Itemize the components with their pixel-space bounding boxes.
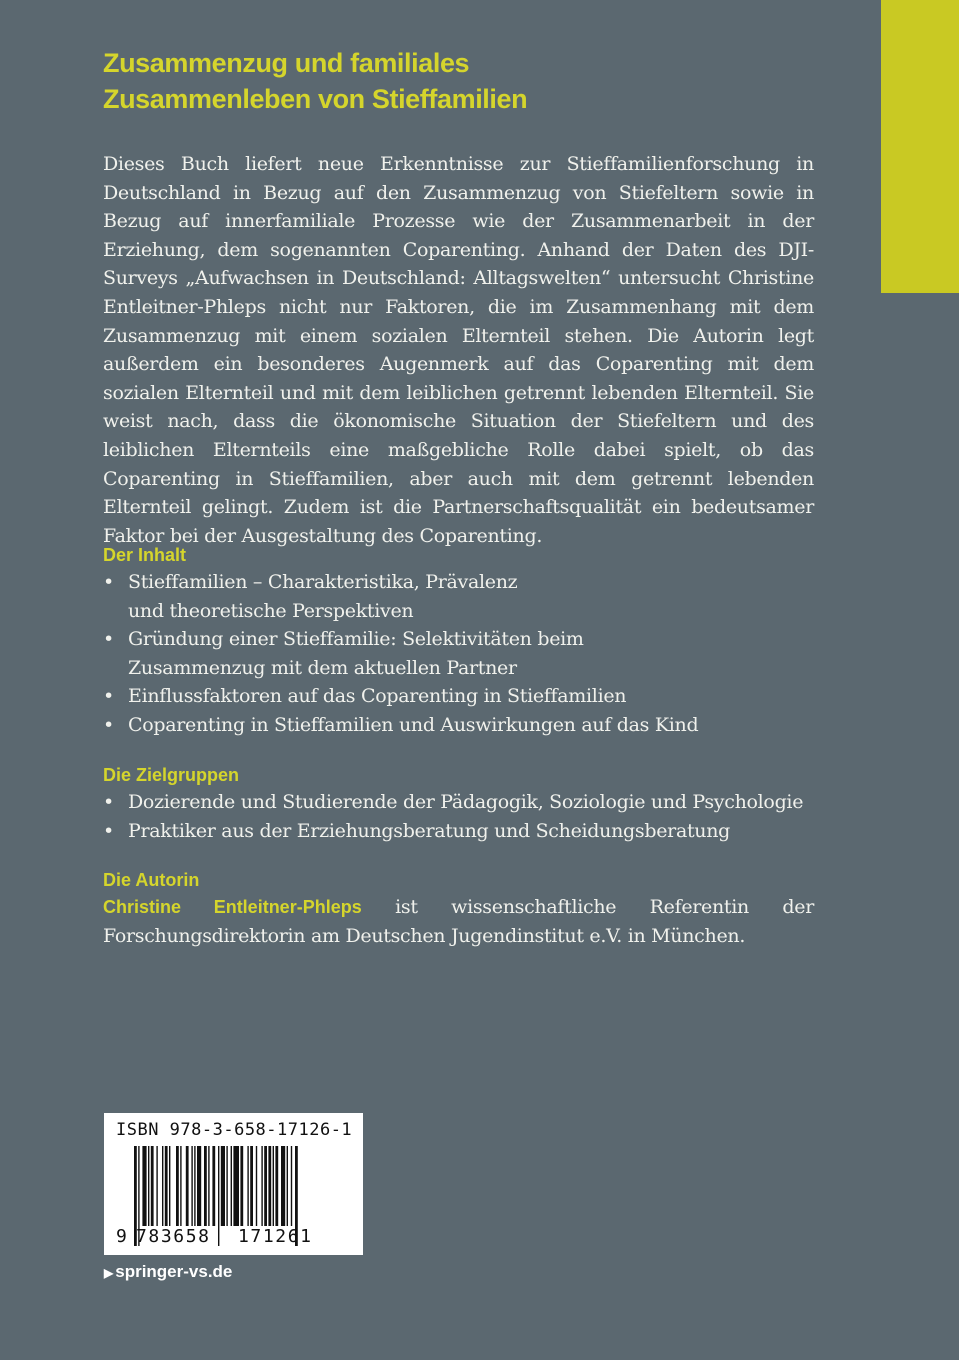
isbn-barcode	[104, 1113, 363, 1255]
book-title	[103, 45, 843, 117]
list-item	[103, 711, 843, 740]
list-item-text: Zusammenzug mit dem aktuellen Partner	[128, 656, 517, 679]
bullet-icon: •	[103, 791, 114, 813]
author-name: Christine Entleitner-Phleps	[103, 897, 362, 917]
website-url: springer-vs.de	[115, 1262, 233, 1281]
inhalt-heading: Der Inhalt	[103, 545, 187, 565]
list-item-text: Stieffamilien – Charakteristika, Prävalenz	[128, 571, 518, 593]
bullet-icon: •	[103, 713, 114, 736]
barcode-digit-first: 9	[116, 1226, 127, 1247]
title-line-1: Zusammenzug und familiales	[103, 48, 470, 78]
list-item-text: und theoretische Perspektiven	[128, 599, 414, 622]
list-item-text: Dozierende und Studierende der Pädagogik, Soziologie und Psychologie	[128, 791, 804, 813]
list-item-text: Gründung einer Stieffamilie: Selektivitäten beim	[128, 628, 584, 651]
publisher-website[interactable]	[104, 1262, 232, 1282]
inhalt-list	[103, 568, 843, 740]
list-item-text: Coparenting in Stieffamilien und Auswirkungen auf das Kind	[128, 713, 699, 736]
arrow-right-icon: ▶	[104, 1266, 114, 1280]
autorin-heading: Die Autorin	[103, 870, 200, 890]
title-line-2: Zusammenleben von Stieffamilien	[103, 84, 528, 114]
list-item-text: Einflussfaktoren auf das Coparenting in Stieffamilien	[128, 685, 627, 708]
list-item	[103, 625, 843, 682]
blurb-text: Dieses Buch liefert neue Erkenntnisse zur Stieffamilienforschung in Deutschland in Bezug auf den Zusammenzug von Stiefeltern sowie in Bezug auf innerfamiliale Prozesse wie der Zusammenarbeit in der Erziehung, dem sogenannten Coparenting. Anhand der Daten des DJI-Surveys „Aufwachsen in Deutschland: Alltagswelten“ untersucht Christine Entleitner-Phleps nicht nur Faktoren, die im Zusammenhang mit dem Zusammenzug mit einem sozialen Elternteil stehen. Die Autorin legt außerdem ein besonderes Augenmerk auf das Coparenting mit dem sozialen Elternteil und mit dem leiblichen getrennt lebenden Elternteil. Sie weist nach, dass die ökonomische Situation der Stiefeltern und des leiblichen Elternteils eine maßgebliche Rolle dabei spielt, ob das Coparenting in Stieffamilien, aber auch mit dem getrennt lebenden Elternteil gelingt. Zudem ist die Partnerschaftsqualität ein bedeutsamer Faktor bei der Ausgestaltung des Coparenting.	[103, 153, 814, 547]
zielgruppen-heading: Die Zielgruppen	[103, 765, 240, 785]
zielgruppen-list	[103, 788, 843, 845]
bullet-icon: •	[103, 571, 114, 593]
list-item	[103, 568, 843, 625]
isbn-number: ISBN 978-3-658-17126-1	[116, 1120, 353, 1140]
list-item	[103, 682, 843, 711]
list-item	[103, 788, 843, 817]
list-item	[103, 817, 843, 846]
author-bio-text: ist wissenschaftliche Referentin der Forschungsdirektorin am Deutschen Jugendinstitut e.V. in München.	[103, 896, 814, 947]
bullet-icon: •	[103, 819, 114, 842]
author-bio	[103, 893, 814, 950]
barcode-digits-left: 783658	[136, 1226, 211, 1247]
list-item-text: Praktiker aus der Erziehungsberatung und Scheidungsberatung	[128, 819, 731, 842]
accent-bar	[881, 0, 959, 293]
bullet-icon: •	[103, 685, 114, 708]
barcode-digits-right: 171261	[238, 1226, 313, 1247]
bullet-icon: •	[103, 628, 114, 651]
